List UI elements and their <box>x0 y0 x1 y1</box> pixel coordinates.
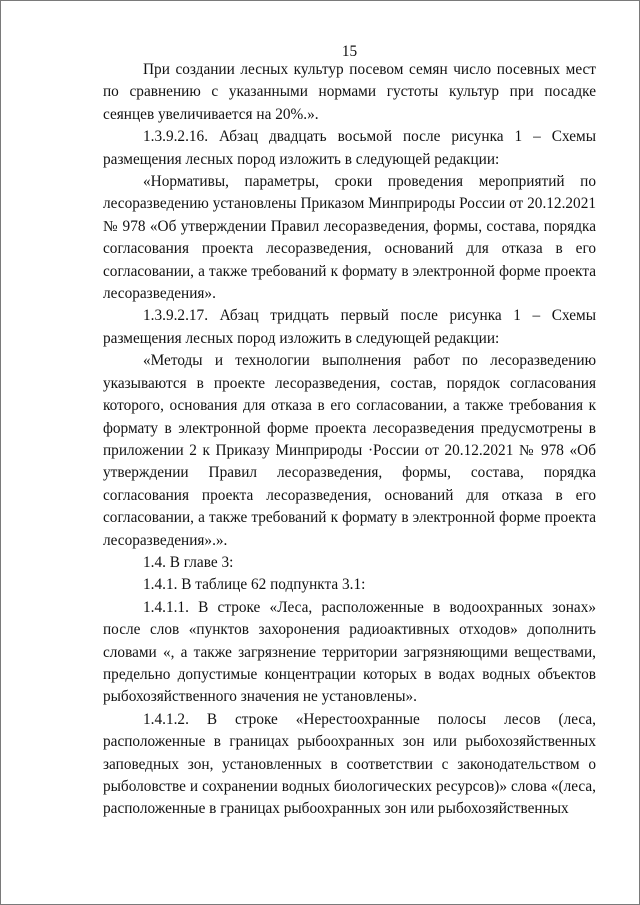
paragraph-quote-methods: «Методы и технологии выполнения работ по лесоразведению указываются в проекте лесоразведения, состав, порядок согласования которого, основания для отказа в его согласовании, а также требования к формату в электронной форме проекта лесоразведения предусмотрены в приложении 2 к Приказу Минприроды ·России от 20.12.2021 № 978 «Об утверждении Правил лесоразведения, формы, состава, порядка согласования проекта лесоразведения, оснований для отказа в его согласовании, а также требований к формату в электронной форме проекта лесоразведения».». <box>103 352 596 549</box>
paragraph-1-3-9-2-16: 1.3.9.2.16. Абзац двадцать восьмой после рисунка 1 – Схемы размещения лесных пород изложить в следующей редакции: <box>103 128 596 168</box>
paragraph-1-4-1-2: 1.4.1.2. В строке «Нерестоохранные полосы лесов (леса, расположенные в границах рыбоохранных зон или рыбохозяйственных заповедных зон, установленных в соответствии с законодательством о рыболовстве и сохранении водных биологических ресурсов)» слова «(леса, расположенные в границах рыбоохранных зон или рыбохозяйственных <box>103 710 596 818</box>
paragraph-1-4-1-1: 1.4.1.1. В строке «Леса, расположенные в водоохранных зонах» после слов «пунктов захоронения радиоактивных отходов» дополнить словами «, а также загрязнение территории загрязняющими веществами, предельно допустимые концентрации которых в водах водных объектов рыбохозяйственного значения не установлены». <box>103 598 596 706</box>
paragraph-quote-normatives: «Нормативы, параметры, сроки проведения мероприятий по лесоразведению установлены Приказом Минприроды России от 20.12.2021 № 978 «Об утверждении Правил лесоразведения, формы, состава, порядка согласования проекта лесоразведения, оснований для отказа в его согласовании, а также требований к формату в электронной форме проекта лесоразведения». <box>103 173 596 303</box>
paragraph-1-4: 1.4. В главе 3: <box>143 553 234 571</box>
document-page <box>103 0 596 905</box>
paragraph-seeding-norms: При создании лесных культур посевом семян число посевных мест по сравнению с указанными нормами густоты культур при посадке сеянцев увеличивается на 20%.». <box>103 61 596 123</box>
paragraph-1-3-9-2-17: 1.3.9.2.17. Абзац тридцать первый после рисунка 1 – Схемы размещения лесных пород изложить в следующей редакции: <box>103 307 596 347</box>
document-body <box>103 59 596 821</box>
paragraph-1-4-1: 1.4.1. В таблице 62 подпункта 3.1: <box>143 576 366 594</box>
page-number: 15 <box>341 43 358 60</box>
